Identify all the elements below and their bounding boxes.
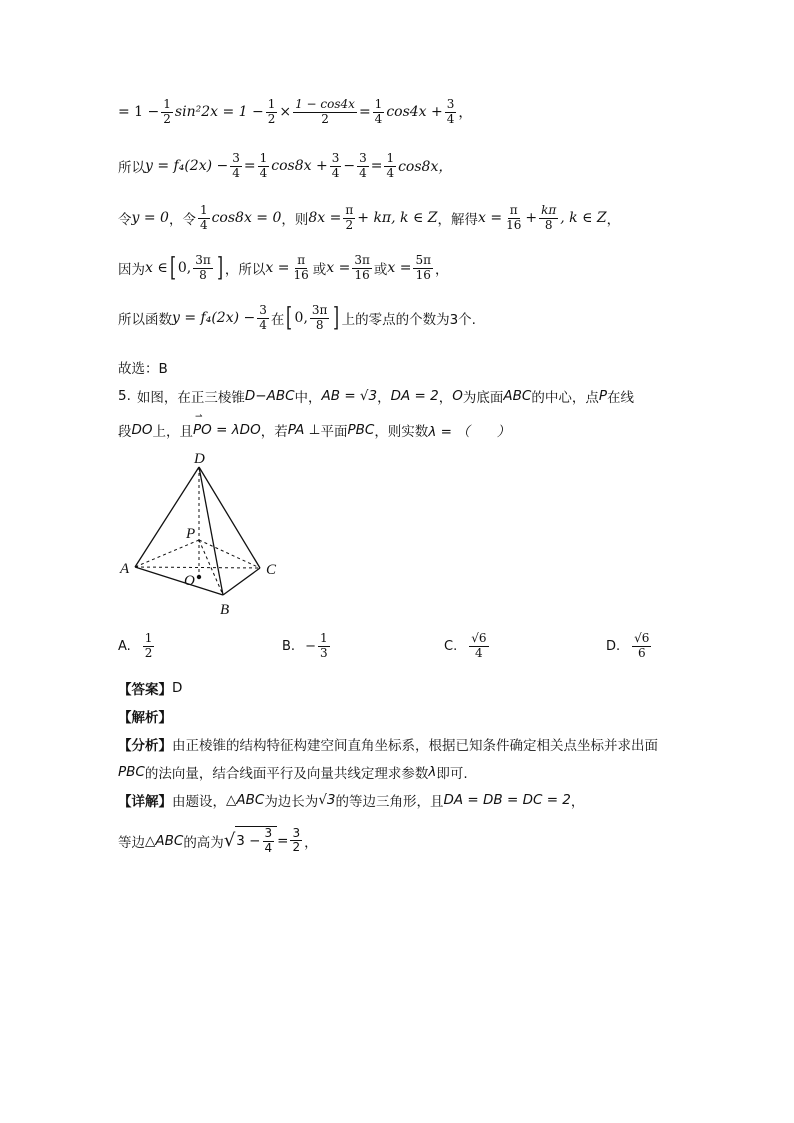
answer-tag: 【答案】 — [118, 682, 172, 698]
text: 段 — [118, 424, 132, 440]
text: 由正棱锥的结构特征构建空间直角坐标系，根据已知条件确定相关点坐标并求出面 — [172, 738, 658, 754]
edge-AB — [135, 567, 223, 595]
fraction: $\frac{1}{4}$ — [386, 151, 395, 180]
fraction: $\frac{3}{2}$ — [292, 825, 301, 855]
edge-DA — [135, 467, 199, 567]
math-line-1 — [118, 98, 472, 127]
math-text: + kπ, k ∈ Z — [357, 210, 438, 227]
fenxi-line-1 — [118, 734, 658, 754]
fraction: $\frac{1}{4}$ — [199, 203, 208, 232]
math-text: x = — [265, 260, 290, 277]
fraction: $\frac{3}{4}$ — [232, 151, 240, 180]
math-text: O — [452, 388, 463, 404]
math-line-2 — [118, 152, 452, 181]
math-text: DA = DB = DC = 2 — [443, 792, 571, 808]
math-text: x = — [478, 210, 503, 227]
math-text: = — [358, 104, 371, 121]
fraction: $\frac{1}{3}$ — [319, 631, 328, 660]
text: 在 — [270, 312, 285, 329]
math-text: cos8x， — [398, 159, 453, 176]
text: 或 — [373, 262, 388, 279]
math-text: = — [243, 158, 256, 175]
edge-AC — [135, 567, 260, 568]
math-text: 0, — [294, 310, 308, 327]
math-text: △ABC — [226, 792, 265, 808]
label-B: B — [220, 602, 230, 618]
segment-PA — [135, 540, 199, 567]
question-line-1 — [118, 386, 634, 406]
pyramid-figure — [110, 445, 300, 620]
math-line-3 — [118, 204, 620, 233]
analysis-tag: 【解析】 — [118, 710, 172, 726]
text: ， — [377, 390, 391, 406]
math-text: x = — [387, 260, 412, 277]
math-text: cos8x = 0 — [211, 210, 282, 227]
answer-value: D — [172, 680, 183, 696]
math-line-5: 所以函数 y = f₄(2x) − $\frac{3}{4}$ 在 [ 0, $\frac{3\pi}{8}$ ] 上的零点的个数为3个. — [118, 303, 476, 334]
math-text: x = — [326, 260, 351, 277]
question-number: 5. — [118, 388, 131, 404]
fraction: $\frac{\pi}{2}$ — [345, 203, 354, 232]
fraction: $\frac{1}{2}$ — [267, 97, 276, 126]
option-b[interactable] — [282, 632, 332, 661]
fenxi-line-2 — [118, 762, 468, 782]
math-text: P — [598, 388, 607, 404]
text: 的高为 — [183, 834, 224, 851]
point-O — [197, 575, 201, 579]
text: ，解得 — [437, 212, 479, 229]
text: 所以 — [118, 160, 145, 177]
option-a[interactable] — [118, 632, 156, 661]
math-text: = — [370, 158, 383, 175]
math-text: + — [525, 210, 538, 227]
fraction: $\frac{3\pi}{8}$ — [311, 303, 328, 332]
text: 上的零点的个数为3个. — [341, 312, 476, 329]
math-text: D−ABC — [244, 388, 295, 404]
text: 如图，在正三棱锥 — [136, 390, 245, 406]
text: 因为 — [118, 262, 145, 279]
text: 为底面 — [462, 390, 504, 406]
option-label: A. — [118, 638, 131, 654]
text: 的等边三角形，且 — [335, 794, 444, 810]
text: ，则实数 — [374, 424, 429, 440]
fraction: $\frac{k\pi}{8}$ — [541, 203, 557, 232]
math-text: = — [277, 832, 289, 849]
label-P: P — [186, 526, 196, 542]
fraction: $\frac{1}{2}$ — [163, 97, 171, 126]
option-c[interactable] — [444, 632, 491, 661]
math-text: × — [279, 104, 292, 121]
fraction: $\frac{3}{4}$ — [331, 151, 340, 180]
math-text: 8x = — [308, 210, 342, 227]
math-text: 3 − — [236, 833, 261, 850]
option-label: C. — [444, 638, 458, 654]
text: 令 — [118, 212, 132, 229]
fraction: $\frac{3}{4}$ — [264, 826, 273, 855]
math-line-4: 因为 x ∈ [ 0, $\frac{3\pi}{8}$ ] ，所以 x = $\frac{\pi}{16}$ 或 x = $\frac{3\pi}{16}$ 或 x = $\frac{5\pi}{16}$ ， — [118, 253, 449, 284]
fraction: $\frac{1}{4}$ — [374, 97, 383, 126]
label-A: A — [120, 561, 130, 577]
text: ，若 — [260, 424, 288, 440]
math-text: 0, — [177, 260, 192, 277]
text: 所以函数 — [118, 312, 172, 329]
fraction: $\frac{1}{2}$ — [144, 631, 153, 660]
height-line: 等边 △ABC 的高为 √ 3 − $\frac{3}{4}$ = $\frac{3}{2}$ ， — [118, 825, 318, 855]
fraction: $\frac{3}{4}$ — [446, 97, 455, 126]
text: ， — [570, 794, 585, 810]
math-text: = 1 − — [118, 104, 160, 121]
text: 等边 — [118, 834, 145, 851]
fenxi-tag: 【分析】 — [118, 738, 172, 754]
text: 的中心，点 — [531, 390, 599, 406]
math-text: y = f₄(2x) − — [172, 310, 256, 327]
text: 为边长为 — [264, 794, 319, 810]
fraction: $\frac{\pi}{16}$ — [293, 253, 309, 282]
text: ， — [438, 390, 453, 406]
fraction: $\frac{3\pi}{16}$ — [354, 253, 370, 282]
text: ， — [606, 212, 621, 229]
option-label: B. — [282, 638, 296, 654]
math-text: DO — [131, 422, 153, 438]
fraction: $\frac{√6}{4}$ — [471, 631, 487, 660]
text: ，则 — [281, 212, 309, 229]
math-text: ， — [304, 834, 318, 851]
text: ， — [435, 262, 449, 279]
math-text: sin²2x = 1 − — [174, 104, 264, 121]
answer-section — [118, 678, 182, 698]
fraction: $\frac{3}{4}$ — [259, 303, 267, 332]
math-text: cos4x + — [386, 104, 443, 121]
radicand — [235, 826, 277, 856]
text: ，所以 — [224, 262, 266, 279]
fraction: $\frac{3}{4}$ — [359, 151, 367, 180]
label-O: O — [184, 573, 195, 589]
fraction: $\frac{3\pi}{8}$ — [195, 253, 211, 282]
fraction: $\frac{\pi}{16}$ — [506, 203, 522, 232]
text: ，令 — [168, 212, 196, 229]
text: 即可. — [436, 766, 468, 782]
text: 由题设， — [172, 794, 226, 810]
math-text: DA = 2 — [390, 388, 439, 404]
text: 平面 — [320, 424, 348, 440]
math-text: PBC — [347, 422, 375, 438]
math-text: λ — [428, 764, 437, 780]
math-text: λ = （ ） — [428, 424, 511, 440]
text: 的法向量，结合线面平行及向量共线定理求参数 — [144, 766, 429, 782]
fraction: $\frac{1 - \cos 4x}{2}$ — [295, 97, 355, 126]
text: 中， — [294, 390, 322, 406]
math-text: cos8x + — [271, 158, 328, 175]
minus-sign: − — [305, 638, 316, 654]
xiangjie-tag: 【详解】 — [118, 794, 172, 810]
edge-BC — [223, 568, 260, 595]
math-text: − — [343, 158, 356, 175]
fraction: $\frac{5\pi}{16}$ — [415, 253, 431, 282]
label-C: C — [266, 562, 277, 578]
math-text: x ∈ — [145, 260, 168, 277]
label-D: D — [194, 451, 205, 467]
math-text: ， — [458, 105, 473, 122]
xiangjie-line — [118, 790, 584, 810]
answer-line: 故选：B — [118, 361, 168, 377]
fraction: $\frac{1}{4}$ — [259, 151, 268, 180]
math-text: y = 0 — [131, 210, 169, 227]
option-d[interactable] — [606, 632, 653, 661]
text: 或 — [312, 262, 327, 279]
math-text: AB = √3 — [321, 388, 378, 404]
option-label: D. — [606, 638, 621, 654]
fraction: $\frac{√6}{6}$ — [634, 631, 650, 660]
text: 在线 — [606, 390, 634, 406]
math-text: PA ⊥ — [287, 422, 321, 438]
math-text: ABC — [503, 388, 532, 404]
math-text: △ABC — [145, 832, 184, 849]
vector-equation: ⇀ PO = λDO — [193, 422, 261, 438]
math-text: , k ∈ Z — [560, 210, 607, 227]
text: 上，且 — [152, 424, 194, 440]
math-text: y = f₄(2x) − — [145, 158, 229, 175]
question-line-2 — [118, 420, 510, 440]
math-text: PBC — [118, 764, 145, 780]
math-text: √3 — [318, 792, 336, 808]
